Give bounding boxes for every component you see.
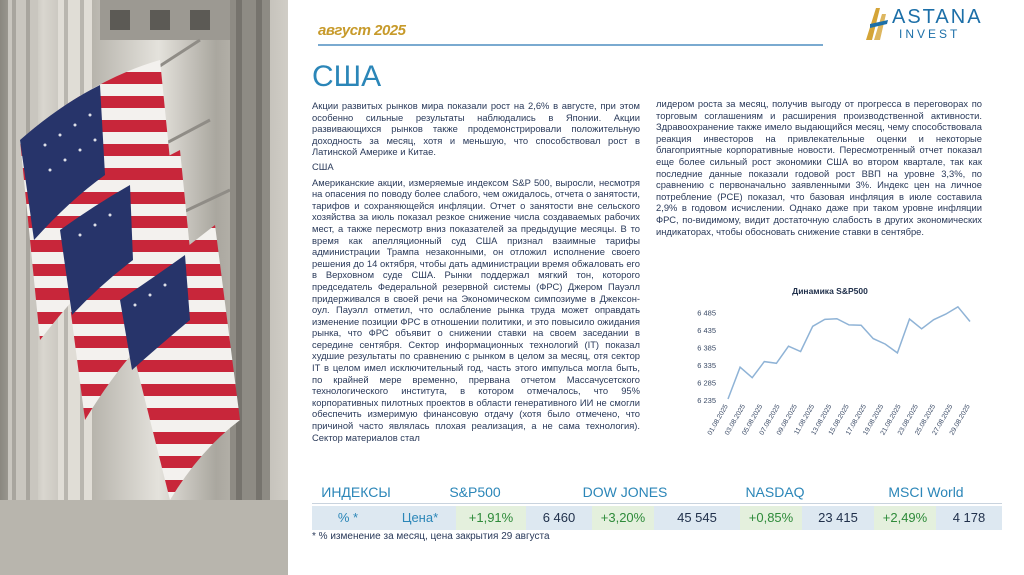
header-divider <box>318 44 823 46</box>
right-text-column <box>656 98 982 258</box>
x-tick-label: 11.08.2025 <box>793 403 817 437</box>
flags-image <box>0 0 288 575</box>
x-tick-label: 05.08.2025 <box>741 403 765 437</box>
y-axis <box>697 309 716 405</box>
logo-mark-icon <box>862 4 892 42</box>
y-tick-label: 6 485 <box>697 308 716 318</box>
sp500-chart <box>680 282 980 452</box>
x-tick-label: 19.08.2025 <box>862 403 886 437</box>
sp500-price: 6 460 <box>526 506 592 530</box>
body-paragraph-continued: лидером роста за месяц, получив выгоду от прогресса в переговорах по торговым соглашениям и расширения производственной активности. Здравоохранение также имело выдающийся месяц, чему способствовала реакция инвесторов на привлекательные оценки и некоторые благоприятные корпоративные новости. Пересмотренный отчет показал еще более сильный рост экономики США во втором квартале, так как последние данные показали годовой рост ВВП на уровне 3,3%, по сравнению с первоначально заявленными 3%. Индекс цен на личное потребление (PCE) показал, что базовая инфляция в июле составила 2,9% в годовом исчислении. Однако даже при таком уровне инфляции ФРС, по-видимому, видит достаточную слабость в других экономических индикаторах, чтобы обосновать снижение ставки в сентябре. <box>656 98 982 237</box>
x-tick-label: 25.08.2025 <box>914 403 938 437</box>
x-tick-label: 29.08.2025 <box>948 403 972 437</box>
header-msci-world: MSCI World <box>888 483 964 500</box>
report-date: август 2025 <box>318 22 406 39</box>
header-indices: ИНДЕКСЫ <box>321 483 391 500</box>
body-paragraph: Американские акции, измеряемые индексом S&P 500, выросли, несмотря на опасения по поводу более слабого, чем ожидалось, отчета о занятости, тарифов и сохраняющейся инфляции. Отчет о занятости вне сельского хозяйства за июль показал резкое снижение числа создаваемых рабочих мест, а также пересмотр вниз показателей за предыдущие месяцы. В то время как апелляционный суд США признал взаимные тарифы администрации Трампа незаконными, он отложил исполнение своего решения до 14 октября, чтобы дать администрации время обжаловать его в Верховном суде США. Рынки поддержал мягкий тон, которого председатель Федеральной резервной системы (ФРС) Джером Пауэлл придерживался в своей речи на Экономическом симпозиуме в Джексон- оул. Пауэлл отметил, что ослабление рынка труда может оправдать изменение позиции ФРС в отношении политики, и это повысило ожидания рынка, что ФРС объявит о снижении ставки на своем заседании в середине сентября. Сектор информационных технологий (IT) показал худшие результаты по сравнению с рынком в целом за месяц, отя сектор IT в целом имел исключительный год, часть этого импульса могла быть, по крайней мере временно, прервана отчетом Массачусетского технологического института, в котором отмечалось, что 95% корпоративных пилотных проектов в области генеративного ИИ не смогли обеспечить измеримую финансовую отдачу (хотя было отмечено, что причиной часто являлась плохая реализация, а не сама технология). Сектор материалов стал <box>312 176 640 443</box>
header-sp500: S&P500 <box>449 483 501 500</box>
x-tick-label: 15.08.2025 <box>827 403 851 437</box>
dow-price: 45 545 <box>654 506 740 530</box>
y-tick-label: 6 435 <box>697 326 716 336</box>
y-tick-label: 6 385 <box>697 343 716 353</box>
logo-text: ASTANA <box>892 6 983 28</box>
x-tick-label: 13.08.2025 <box>810 403 834 437</box>
logo-subtext: INVEST <box>899 27 961 41</box>
x-tick-label: 21.08.2025 <box>879 403 903 437</box>
y-tick-label: 6 285 <box>697 378 716 388</box>
x-tick-label: 09.08.2025 <box>775 403 799 437</box>
left-text-column <box>312 100 640 480</box>
x-tick-label: 27.08.2025 <box>931 403 955 437</box>
header-nasdaq: NASDAQ <box>745 483 805 500</box>
x-tick-label: 17.08.2025 <box>844 403 869 437</box>
chart-title: Динамика S&P500 <box>792 286 868 296</box>
chart-canvas <box>680 282 980 452</box>
msci-price: 4 178 <box>936 506 1002 530</box>
y-tick-label: 6 235 <box>697 396 716 405</box>
nasdaq-change: +0,85% <box>740 506 802 530</box>
indices-table <box>312 480 1002 530</box>
company-logo <box>862 4 1022 42</box>
footnote: * % изменение за месяц, цена закрытия 29 августа <box>312 531 550 542</box>
hero-photo <box>0 0 288 575</box>
row-label-change: % * <box>312 506 384 530</box>
table-header-row <box>312 480 1002 504</box>
y-tick-label: 6 335 <box>697 361 716 371</box>
x-tick-label: 03.08.2025 <box>723 403 748 437</box>
row-label-price: Цена* <box>384 506 456 530</box>
msci-change: +2,49% <box>874 506 936 530</box>
x-tick-label: 01.08.2025 <box>706 403 730 437</box>
series-line <box>728 307 970 399</box>
intro-paragraph: Акции развитых рынков мира показали рост на 2,6% в августе, при этом особенно сильные результаты наблюдались в Японии. Акции развивающихся рынков также продемонстрировали положительную доходность за месяц, хотя и меньшую, что способствовал рост в Латинской Америке и Китае. <box>312 100 640 158</box>
x-tick-label: 07.08.2025 <box>758 403 782 437</box>
header-dow-jones: DOW JONES <box>582 483 668 500</box>
sp500-change: +1,91% <box>456 506 526 530</box>
page-title: США <box>312 60 382 93</box>
table-row <box>312 506 1002 530</box>
nasdaq-price: 23 415 <box>802 506 874 530</box>
x-tick-label: 23.08.2025 <box>896 403 920 437</box>
x-axis <box>707 403 972 436</box>
dow-change: +3,20% <box>592 506 654 530</box>
subheading: США <box>312 160 334 172</box>
